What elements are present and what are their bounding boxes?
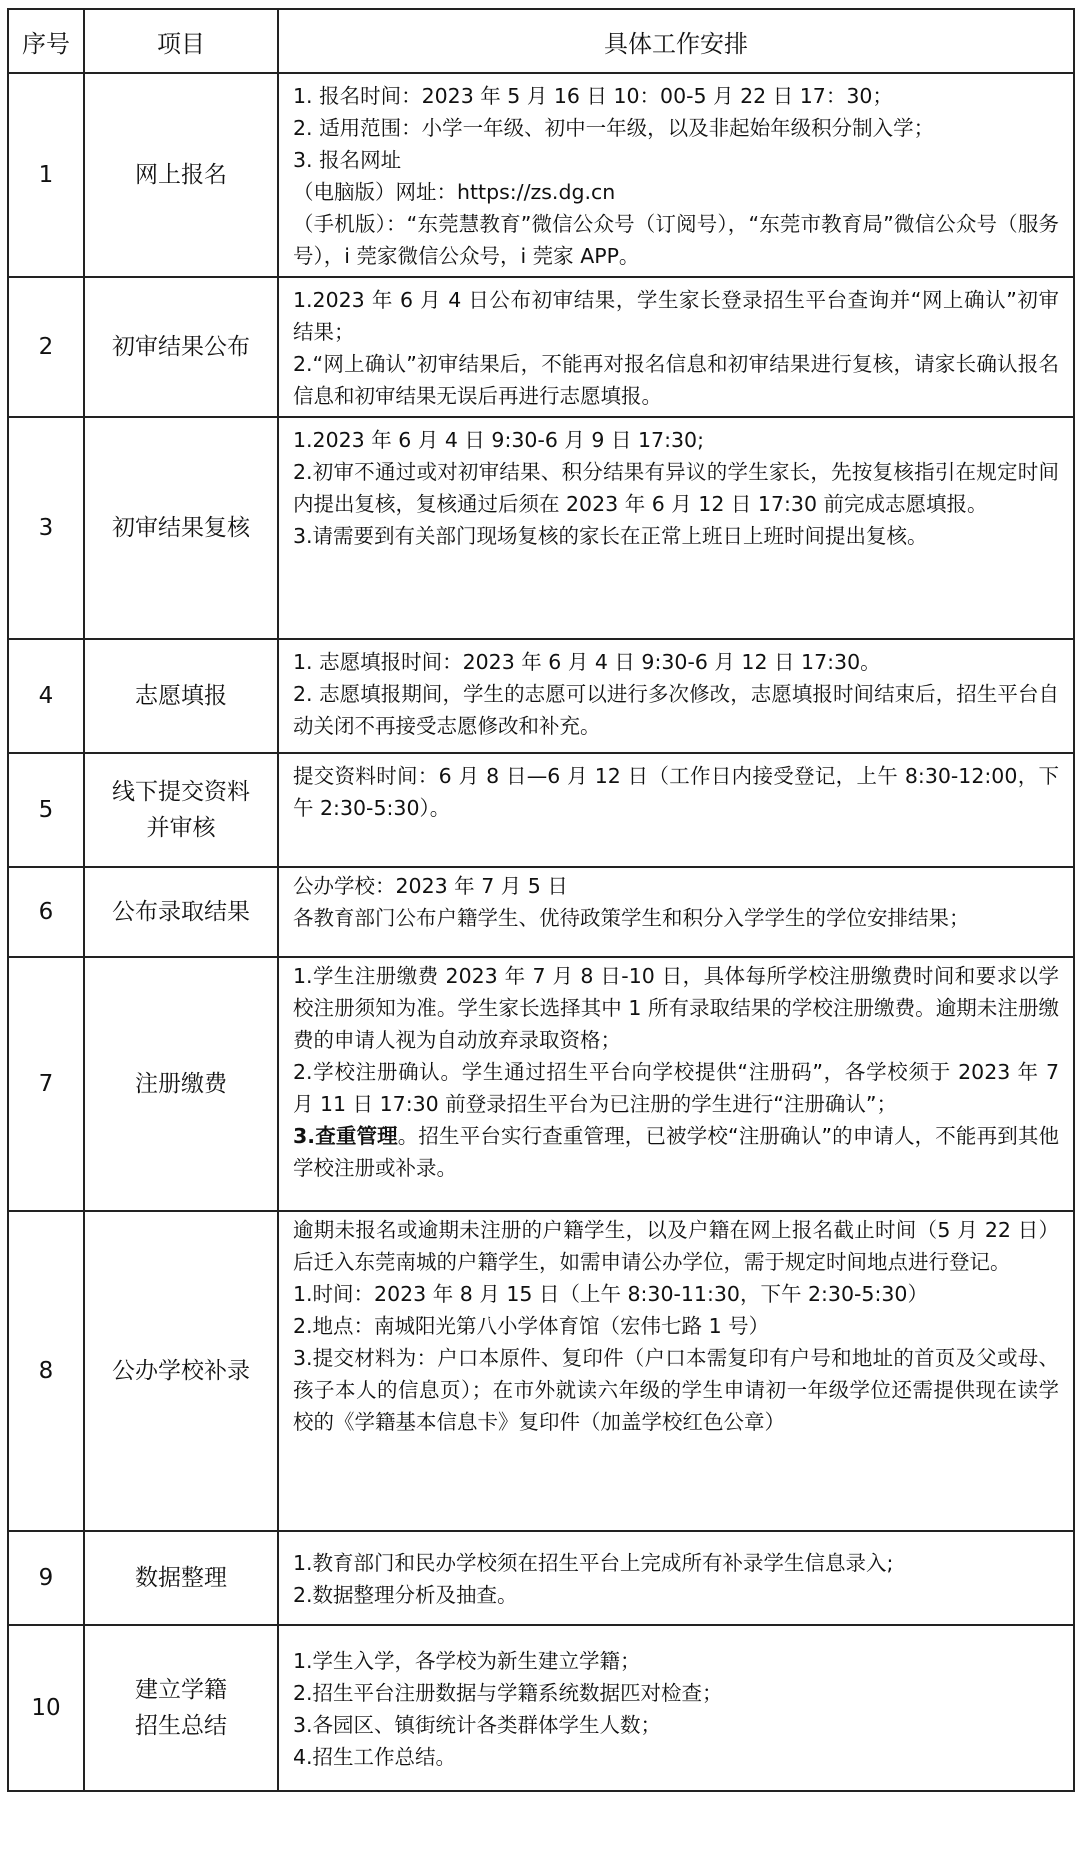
table-row <box>8 753 1074 867</box>
table-row <box>8 73 1074 277</box>
table-row <box>8 1211 1074 1531</box>
header-arrangement: 具体工作安排 <box>278 9 1074 73</box>
row-detail <box>278 417 1074 639</box>
detail-line <box>293 1120 1059 1184</box>
detail-line: （电脑版）网址：https://zs.dg.cn <box>293 180 616 204</box>
detail-line: 1.教育部门和民办学校须在招生平台上完成所有补录学生信息录入; <box>293 1551 894 1575</box>
detail-line: （手机版）：“东莞慧教育”微信公众号（订阅号），“东莞市教育局”微信公众号（服务号），i 莞家微信公众号，i 莞家 APP。 <box>293 212 1059 268</box>
detail-bold-label: 3.查重管理 <box>293 1124 398 1148</box>
row-item: 初审结果公布 <box>84 277 278 417</box>
detail-line: 2.数据整理分析及抽查。 <box>293 1583 518 1607</box>
row-number: 9 <box>8 1531 84 1625</box>
row-detail <box>278 957 1074 1211</box>
row-number: 2 <box>8 277 84 417</box>
detail-line: 1.学生入学，各学校为新生建立学籍； <box>293 1649 641 1673</box>
row-item-line: 线下提交资料 <box>112 779 250 805</box>
detail-line: 2.“网上确认”初审结果后，不能再对报名信息和初审结果进行复核，请家长确认报名信息和初审结果无误后再进行志愿填报。 <box>293 352 1059 408</box>
row-item-line: 并审核 <box>146 815 216 841</box>
table-row <box>8 1531 1074 1625</box>
detail-line: 1. 志愿填报时间：2023 年 6 月 4 日 9:30-6 月 12 日 17:30。 <box>293 650 881 674</box>
row-item: 公办学校补录 <box>84 1211 278 1531</box>
row-item: 志愿填报 <box>84 639 278 753</box>
row-item: 网上报名 <box>84 73 278 277</box>
detail-line: 1.学生注册缴费 2023 年 7 月 8 日-10 日，具体每所学校注册缴费时间和要求以学校注册须知为准。学生家长选择其中 1 所有录取结果的学校注册缴费。逾期未注册缴费的申请人视为自动放弃录取资格； <box>293 964 1059 1052</box>
detail-line: 2.学校注册确认。学生通过招生平台向学校提供“注册码”，各学校须于 2023 年 7 月 11 日 17:30 前登录招生平台为已注册的学生进行“注册确认”； <box>293 1060 1059 1116</box>
detail-line: 各教育部门公布户籍学生、优待政策学生和积分入学学生的学位安排结果； <box>293 906 970 930</box>
row-detail <box>278 867 1074 957</box>
row-item-line: 建立学籍 <box>135 1677 227 1703</box>
row-number: 1 <box>8 73 84 277</box>
detail-line: 4.招生工作总结。 <box>293 1745 457 1769</box>
detail-line: 1.2023 年 6 月 4 日 9:30-6 月 9 日 17:30; <box>293 428 704 452</box>
table-row <box>8 417 1074 639</box>
row-number: 5 <box>8 753 84 867</box>
detail-text: 。招生平台实行查重管理，已被学校“注册确认”的申请人，不能再到其他学校注册或补录。 <box>293 1124 1059 1180</box>
row-item: 公布录取结果 <box>84 867 278 957</box>
row-item: 注册缴费 <box>84 957 278 1211</box>
row-item-line: 招生总结 <box>135 1713 227 1739</box>
table-row <box>8 1625 1074 1791</box>
detail-line: 1.2023 年 6 月 4 日公布初审结果，学生家长登录招生平台查询并“网上确认”初审结果； <box>293 288 1059 344</box>
detail-line: 3. 报名网址 <box>293 148 402 172</box>
detail-line: 2.地点：南城阳光第八小学体育馆（宏伟七路 1 号） <box>293 1314 770 1338</box>
table-row <box>8 957 1074 1211</box>
row-detail <box>278 1211 1074 1531</box>
row-number: 4 <box>8 639 84 753</box>
table-row <box>8 867 1074 957</box>
detail-line: 逾期未报名或逾期未注册的户籍学生，以及户籍在网上报名截止时间（5 月 22 日）后迁入东莞南城的户籍学生，如需申请公办学位，需于规定时间地点进行登记。 <box>293 1218 1059 1274</box>
row-item: 初审结果复核 <box>84 417 278 639</box>
header-row <box>8 9 1074 73</box>
detail-line: 3.请需要到有关部门现场复核的家长在正常上班日上班时间提出复核。 <box>293 524 928 548</box>
row-detail <box>278 639 1074 753</box>
detail-line: 提交资料时间：6 月 8 日—6 月 12 日（工作日内接受登记，上午 8:30-12:00，下午 2:30-5:30）。 <box>293 764 1059 820</box>
row-number: 8 <box>8 1211 84 1531</box>
table-row <box>8 277 1074 417</box>
row-item <box>84 1625 278 1791</box>
row-number: 3 <box>8 417 84 639</box>
row-detail <box>278 1625 1074 1791</box>
row-detail <box>278 277 1074 417</box>
enrollment-schedule-table <box>7 8 1075 1792</box>
header-item: 项目 <box>84 9 278 73</box>
detail-line: 公办学校：2023 年 7 月 5 日 <box>293 874 568 898</box>
detail-line: 1. 报名时间：2023 年 5 月 16 日 10：00-5 月 22 日 17：30； <box>293 84 893 108</box>
row-detail <box>278 1531 1074 1625</box>
header-number: 序号 <box>8 9 84 73</box>
row-item: 数据整理 <box>84 1531 278 1625</box>
detail-line: 2.初审不通过或对初审结果、积分结果有异议的学生家长，先按复核指引在规定时间内提出复核，复核通过后须在 2023 年 6 月 12 日 17:30 前完成志愿填报。 <box>293 460 1059 516</box>
detail-line: 2. 适用范围：小学一年级、初中一年级，以及非起始年级积分制入学； <box>293 116 935 140</box>
row-detail <box>278 753 1074 867</box>
row-number: 7 <box>8 957 84 1211</box>
detail-line: 3.提交材料为：户口本原件、复印件（户口本需复印有户号和地址的首页及父或母、孩子本人的信息页）；在市外就读六年级的学生申请初一年级学位还需提供现在读学校的《学籍基本信息卡》复印件（加盖学校红色公章） <box>293 1346 1059 1434</box>
detail-line: 2. 志愿填报期间，学生的志愿可以进行多次修改，志愿填报时间结束后，招生平台自动关闭不再接受志愿修改和补充。 <box>293 682 1059 738</box>
detail-line: 2.招生平台注册数据与学籍系统数据匹对检查； <box>293 1681 723 1705</box>
row-number: 10 <box>8 1625 84 1791</box>
table-row <box>8 639 1074 753</box>
row-detail <box>278 73 1074 277</box>
detail-line: 1.时间：2023 年 8 月 15 日（上午 8:30-11:30，下午 2:30-5:30） <box>293 1282 928 1306</box>
detail-line: 3.各园区、镇街统计各类群体学生人数； <box>293 1713 662 1737</box>
row-item <box>84 753 278 867</box>
row-number: 6 <box>8 867 84 957</box>
